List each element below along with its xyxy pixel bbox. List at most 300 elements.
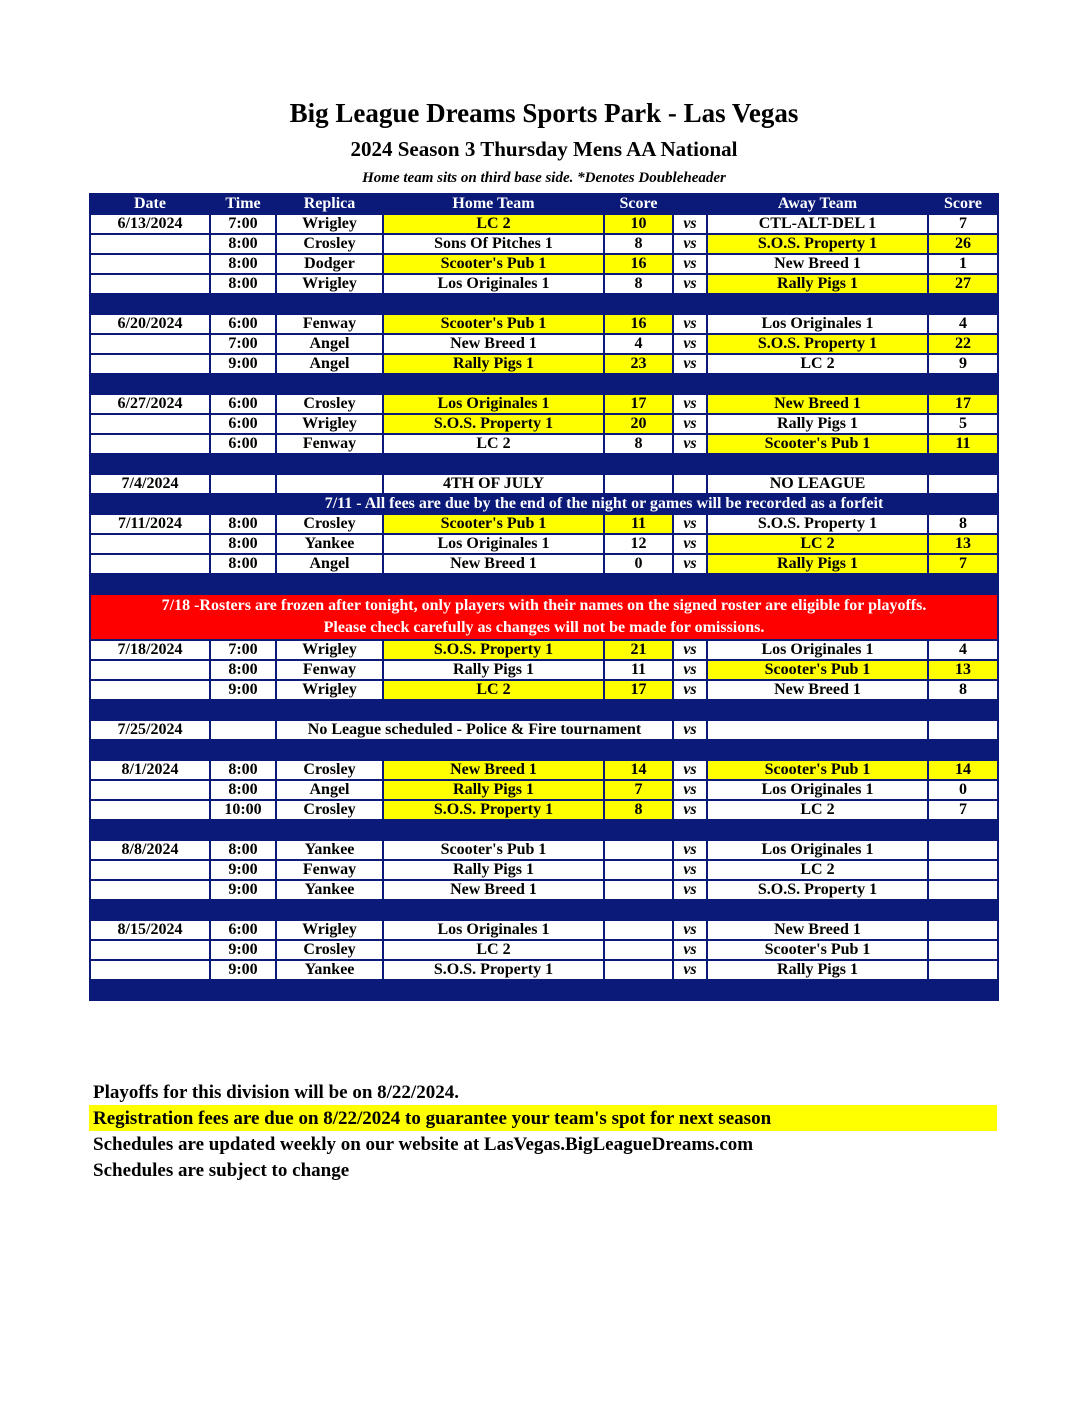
game-row — [90, 640, 998, 660]
spacer-row — [90, 374, 998, 394]
home-team-cell: Rally Pigs 1 — [383, 780, 604, 800]
game-row — [90, 800, 998, 820]
replica-field-cell: Wrigley — [276, 214, 383, 234]
roster-alert-row — [90, 594, 998, 640]
spacer-cell — [210, 820, 276, 840]
spacer-row — [90, 820, 998, 840]
spacer-cell — [673, 374, 707, 394]
away-score-cell: 7 — [928, 554, 998, 574]
replica-field-cell: Wrigley — [276, 640, 383, 660]
home-team-cell: Scooter's Pub 1 — [383, 840, 604, 860]
date-cell: 7/4/2024 — [90, 474, 210, 494]
date-cell: 7/11/2024 — [90, 514, 210, 534]
game-row — [90, 780, 998, 800]
game-row — [90, 214, 998, 234]
game-row — [90, 394, 998, 414]
home-team-cell: Los Originales 1 — [383, 274, 604, 294]
game-row — [90, 514, 998, 534]
vs-cell — [673, 474, 707, 494]
spacer-cell — [210, 374, 276, 394]
spacer-cell — [673, 454, 707, 474]
replica-field-cell: Fenway — [276, 434, 383, 454]
away-team-cell: Rally Pigs 1 — [707, 274, 928, 294]
home-team-cell: Scooter's Pub 1 — [383, 254, 604, 274]
away-team-cell: LC 2 — [707, 534, 928, 554]
time-cell: 9:00 — [210, 940, 276, 960]
spacer-cell — [604, 574, 673, 594]
schedule-table — [89, 193, 999, 1001]
game-row — [90, 554, 998, 574]
home-score-cell: 10 — [604, 214, 673, 234]
away-score-cell: 1 — [928, 254, 998, 274]
time-cell: 9:00 — [210, 354, 276, 374]
spacer-cell — [604, 294, 673, 314]
time-cell: 8:00 — [210, 554, 276, 574]
spacer-cell — [604, 374, 673, 394]
spacer-cell — [673, 740, 707, 760]
time-cell: 7:00 — [210, 214, 276, 234]
spacer-cell — [673, 294, 707, 314]
time-cell — [210, 720, 276, 740]
spacer-cell — [210, 294, 276, 314]
spacer-cell — [210, 454, 276, 474]
vs-cell: vs — [673, 554, 707, 574]
spacer-cell — [276, 294, 383, 314]
home-score-cell — [604, 960, 673, 980]
spacer-cell — [707, 740, 928, 760]
spacer-cell — [707, 574, 928, 594]
home-score-cell: 14 — [604, 760, 673, 780]
replica-field-cell: Fenway — [276, 860, 383, 880]
replica-field-cell — [276, 474, 383, 494]
date-cell: 8/8/2024 — [90, 840, 210, 860]
away-team-cell: LC 2 — [707, 354, 928, 374]
date-cell — [90, 534, 210, 554]
spacer-cell — [90, 900, 210, 920]
away-score-cell — [928, 720, 998, 740]
home-team-cell: Los Originales 1 — [383, 394, 604, 414]
away-team-cell: Scooter's Pub 1 — [707, 660, 928, 680]
home-score-cell: 17 — [604, 680, 673, 700]
spacer-cell — [90, 740, 210, 760]
home-score-cell: 0 — [604, 554, 673, 574]
time-cell: 6:00 — [210, 394, 276, 414]
spacer-cell — [928, 740, 998, 760]
home-score-cell — [604, 880, 673, 900]
date-cell — [90, 254, 210, 274]
game-row — [90, 960, 998, 980]
spacer-row — [90, 574, 998, 594]
spacer-cell — [90, 820, 210, 840]
date-cell: 7/18/2024 — [90, 640, 210, 660]
home-score-cell: 8 — [604, 274, 673, 294]
date-cell — [90, 274, 210, 294]
away-score-cell: 8 — [928, 680, 998, 700]
spacer-cell — [383, 574, 604, 594]
game-row — [90, 234, 998, 254]
spacer-cell — [673, 980, 707, 1000]
vs-cell: vs — [673, 880, 707, 900]
replica-field-cell: Crosley — [276, 234, 383, 254]
vs-cell: vs — [673, 780, 707, 800]
vs-cell: vs — [673, 720, 707, 740]
home-team-cell: LC 2 — [383, 940, 604, 960]
home-team-cell: Los Originales 1 — [383, 920, 604, 940]
home-team-cell: LC 2 — [383, 214, 604, 234]
away-team-cell: New Breed 1 — [707, 254, 928, 274]
notice-text: 7/11 - All fees are due by the end of the night or games will be recorded as a forfeit — [210, 494, 998, 514]
game-row — [90, 474, 998, 494]
date-cell — [90, 680, 210, 700]
home-score-cell: 23 — [604, 354, 673, 374]
replica-field-cell: Wrigley — [276, 414, 383, 434]
away-team-cell: NO LEAGUE — [707, 474, 928, 494]
page-subtitle: 2024 Season 3 Thursday Mens AA National — [350, 137, 738, 161]
spacer-cell — [276, 374, 383, 394]
game-row — [90, 940, 998, 960]
spacer-cell — [276, 820, 383, 840]
col-header-date: Date — [90, 194, 210, 214]
website-note: Schedules are updated weekly on our website at LasVegas.BigLeagueDreams.com — [93, 1134, 754, 1155]
vs-cell: vs — [673, 800, 707, 820]
away-score-cell: 17 — [928, 394, 998, 414]
vs-cell: vs — [673, 660, 707, 680]
spacer-cell — [210, 980, 276, 1000]
replica-field-cell: Angel — [276, 334, 383, 354]
notice-blank-cell — [90, 494, 210, 514]
home-team-cell: Los Originales 1 — [383, 534, 604, 554]
home-team-cell: S.O.S. Property 1 — [383, 640, 604, 660]
vs-cell: vs — [673, 314, 707, 334]
home-score-cell: 16 — [604, 254, 673, 274]
away-score-cell: 13 — [928, 534, 998, 554]
date-cell: 6/20/2024 — [90, 314, 210, 334]
spacer-cell — [210, 700, 276, 720]
game-row — [90, 680, 998, 700]
spacer-cell — [928, 574, 998, 594]
away-team-cell: S.O.S. Property 1 — [707, 334, 928, 354]
date-cell: 6/27/2024 — [90, 394, 210, 414]
roster-alert — [90, 594, 998, 640]
date-cell — [90, 660, 210, 680]
date-cell — [90, 780, 210, 800]
col-header-home-score: Score — [604, 194, 673, 214]
spacer-cell — [928, 294, 998, 314]
vs-cell: vs — [673, 840, 707, 860]
schedule-note: Home team sits on third base side. *Denotes Doubleheader — [362, 170, 726, 186]
away-team-cell: New Breed 1 — [707, 920, 928, 940]
home-score-cell: 16 — [604, 314, 673, 334]
replica-field-cell: Crosley — [276, 940, 383, 960]
time-cell: 7:00 — [210, 640, 276, 660]
time-cell: 8:00 — [210, 254, 276, 274]
date-cell: 8/1/2024 — [90, 760, 210, 780]
time-cell: 7:00 — [210, 334, 276, 354]
spacer-cell — [673, 900, 707, 920]
no-league-row — [90, 720, 998, 740]
date-cell — [90, 554, 210, 574]
away-score-cell: 5 — [928, 414, 998, 434]
away-score-cell — [928, 860, 998, 880]
replica-field-cell: Wrigley — [276, 680, 383, 700]
spacer-cell — [707, 900, 928, 920]
away-team-cell: Scooter's Pub 1 — [707, 940, 928, 960]
vs-cell: vs — [673, 960, 707, 980]
spacer-cell — [90, 574, 210, 594]
date-cell — [90, 960, 210, 980]
spacer-row — [90, 740, 998, 760]
vs-cell: vs — [673, 514, 707, 534]
date-cell — [90, 334, 210, 354]
away-score-cell: 13 — [928, 660, 998, 680]
time-cell: 8:00 — [210, 514, 276, 534]
date-cell — [90, 940, 210, 960]
vs-cell: vs — [673, 920, 707, 940]
spacer-cell — [383, 740, 604, 760]
home-score-cell — [604, 840, 673, 860]
playoffs-note: Playoffs for this division will be on 8/22/2024. — [93, 1082, 459, 1103]
home-team-cell: LC 2 — [383, 680, 604, 700]
vs-cell: vs — [673, 394, 707, 414]
time-cell: 6:00 — [210, 314, 276, 334]
away-team-cell: Los Originales 1 — [707, 780, 928, 800]
spacer-cell — [604, 820, 673, 840]
vs-cell: vs — [673, 860, 707, 880]
spacer-cell — [90, 294, 210, 314]
spacer-row — [90, 900, 998, 920]
game-row — [90, 534, 998, 554]
table-header-row — [90, 194, 998, 214]
game-row — [90, 434, 998, 454]
spacer-cell — [604, 454, 673, 474]
spacer-cell — [90, 454, 210, 474]
home-score-cell: 8 — [604, 234, 673, 254]
time-cell: 9:00 — [210, 960, 276, 980]
spacer-cell — [276, 980, 383, 1000]
col-header-vs — [673, 194, 707, 214]
replica-field-cell: Angel — [276, 354, 383, 374]
spacer-cell — [383, 820, 604, 840]
spacer-cell — [707, 820, 928, 840]
vs-cell: vs — [673, 414, 707, 434]
away-score-cell: 4 — [928, 640, 998, 660]
date-cell — [90, 880, 210, 900]
spacer-cell — [928, 820, 998, 840]
notice-row — [90, 494, 998, 514]
away-team-cell: Los Originales 1 — [707, 314, 928, 334]
home-score-cell — [604, 474, 673, 494]
away-team-cell: S.O.S. Property 1 — [707, 514, 928, 534]
vs-cell: vs — [673, 760, 707, 780]
away-score-cell — [928, 840, 998, 860]
spacer-cell — [276, 700, 383, 720]
col-header-time: Time — [210, 194, 276, 214]
away-score-cell — [928, 880, 998, 900]
home-team-cell: New Breed 1 — [383, 334, 604, 354]
spacer-cell — [210, 900, 276, 920]
away-team-cell: New Breed 1 — [707, 394, 928, 414]
away-team-cell: New Breed 1 — [707, 680, 928, 700]
spacer-cell — [210, 740, 276, 760]
time-cell: 8:00 — [210, 660, 276, 680]
vs-cell: vs — [673, 680, 707, 700]
away-score-cell: 9 — [928, 354, 998, 374]
col-header-away-team: Away Team — [707, 194, 928, 214]
time-cell: 6:00 — [210, 434, 276, 454]
home-team-cell: Scooter's Pub 1 — [383, 314, 604, 334]
spacer-cell — [276, 454, 383, 474]
game-row — [90, 840, 998, 860]
replica-field-cell: Angel — [276, 780, 383, 800]
away-score-cell: 27 — [928, 274, 998, 294]
time-cell: 9:00 — [210, 860, 276, 880]
replica-field-cell: Wrigley — [276, 920, 383, 940]
away-score-cell: 8 — [928, 514, 998, 534]
home-score-cell: 11 — [604, 514, 673, 534]
spacer-row — [90, 700, 998, 720]
time-cell — [210, 474, 276, 494]
time-cell: 9:00 — [210, 880, 276, 900]
vs-cell: vs — [673, 940, 707, 960]
spacer-cell — [276, 574, 383, 594]
game-row — [90, 880, 998, 900]
game-row — [90, 760, 998, 780]
spacer-cell — [276, 740, 383, 760]
spacer-cell — [604, 700, 673, 720]
spacer-cell — [383, 454, 604, 474]
away-team-cell: Los Originales 1 — [707, 840, 928, 860]
date-cell — [90, 434, 210, 454]
vs-cell: vs — [673, 214, 707, 234]
away-score-cell: 14 — [928, 760, 998, 780]
time-cell: 8:00 — [210, 534, 276, 554]
home-score-cell: 7 — [604, 780, 673, 800]
away-team-cell: S.O.S. Property 1 — [707, 880, 928, 900]
home-team-cell: Scooter's Pub 1 — [383, 514, 604, 534]
spacer-cell — [928, 900, 998, 920]
spacer-cell — [276, 900, 383, 920]
vs-cell: vs — [673, 334, 707, 354]
home-score-cell — [604, 940, 673, 960]
home-team-cell: LC 2 — [383, 434, 604, 454]
time-cell: 6:00 — [210, 920, 276, 940]
away-score-cell: 11 — [928, 434, 998, 454]
replica-field-cell: Fenway — [276, 314, 383, 334]
home-team-cell: S.O.S. Property 1 — [383, 414, 604, 434]
replica-field-cell: Crosley — [276, 514, 383, 534]
home-score-cell — [604, 920, 673, 940]
spacer-cell — [707, 454, 928, 474]
spacer-cell — [673, 574, 707, 594]
game-row — [90, 314, 998, 334]
spacer-row — [90, 454, 998, 474]
away-score-cell: 22 — [928, 334, 998, 354]
home-score-cell: 17 — [604, 394, 673, 414]
away-team-cell: Los Originales 1 — [707, 640, 928, 660]
away-team-cell: Rally Pigs 1 — [707, 960, 928, 980]
page-title: Big League Dreams Sports Park - Las Vegas — [289, 98, 799, 128]
date-cell: 7/25/2024 — [90, 720, 210, 740]
date-cell — [90, 354, 210, 374]
spacer-cell — [928, 700, 998, 720]
replica-field-cell: Yankee — [276, 960, 383, 980]
replica-field-cell: Crosley — [276, 394, 383, 414]
home-score-cell: 11 — [604, 660, 673, 680]
time-cell: 6:00 — [210, 414, 276, 434]
time-cell: 8:00 — [210, 760, 276, 780]
away-team-cell — [707, 720, 928, 740]
change-note: Schedules are subject to change — [93, 1160, 350, 1181]
spacer-cell — [383, 900, 604, 920]
spacer-cell — [928, 374, 998, 394]
home-team-cell: 4TH OF JULY — [383, 474, 604, 494]
spacer-cell — [928, 980, 998, 1000]
home-score-cell: 8 — [604, 434, 673, 454]
roster-alert-line-2: Please check carefully as changes will not be made for omissions. — [323, 619, 765, 636]
replica-field-cell: Crosley — [276, 760, 383, 780]
roster-alert-line-1: 7/18 -Rosters are frozen after tonight, only players with their names on the signed roster are eligible for playoffs. — [161, 597, 927, 614]
schedule-body — [90, 214, 998, 1000]
replica-field-cell: Wrigley — [276, 274, 383, 294]
away-team-cell: CTL-ALT-DEL 1 — [707, 214, 928, 234]
no-league-text: No League scheduled - Police & Fire tournament — [276, 720, 673, 740]
replica-field-cell: Crosley — [276, 800, 383, 820]
away-score-cell: 7 — [928, 214, 998, 234]
home-score-cell: 21 — [604, 640, 673, 660]
away-score-cell: 4 — [928, 314, 998, 334]
home-team-cell: New Breed 1 — [383, 554, 604, 574]
away-team-cell: Scooter's Pub 1 — [707, 760, 928, 780]
spacer-cell — [604, 900, 673, 920]
game-row — [90, 660, 998, 680]
spacer-cell — [383, 374, 604, 394]
home-score-cell: 4 — [604, 334, 673, 354]
vs-cell: vs — [673, 640, 707, 660]
away-team-cell: Rally Pigs 1 — [707, 554, 928, 574]
away-score-cell: 26 — [928, 234, 998, 254]
vs-cell: vs — [673, 354, 707, 374]
vs-cell: vs — [673, 434, 707, 454]
away-score-cell — [928, 474, 998, 494]
date-cell — [90, 800, 210, 820]
spacer-cell — [928, 454, 998, 474]
spacer-cell — [210, 574, 276, 594]
col-header-away-score: Score — [928, 194, 998, 214]
home-team-cell: S.O.S. Property 1 — [383, 960, 604, 980]
spacer-cell — [90, 700, 210, 720]
home-team-cell: New Breed 1 — [383, 760, 604, 780]
replica-field-cell: Dodger — [276, 254, 383, 274]
spacer-cell — [604, 980, 673, 1000]
home-team-cell: Sons Of Pitches 1 — [383, 234, 604, 254]
game-row — [90, 254, 998, 274]
home-score-cell — [604, 860, 673, 880]
date-cell — [90, 860, 210, 880]
col-header-replica: Replica — [276, 194, 383, 214]
home-team-cell: Rally Pigs 1 — [383, 860, 604, 880]
spacer-cell — [673, 820, 707, 840]
away-team-cell: S.O.S. Property 1 — [707, 234, 928, 254]
registration-note: Registration fees are due on 8/22/2024 to guarantee your team's spot for next season — [89, 1105, 997, 1131]
spacer-cell — [707, 374, 928, 394]
away-team-cell: LC 2 — [707, 860, 928, 880]
vs-cell: vs — [673, 274, 707, 294]
date-cell — [90, 414, 210, 434]
away-score-cell — [928, 940, 998, 960]
vs-cell: vs — [673, 234, 707, 254]
time-cell: 8:00 — [210, 780, 276, 800]
date-cell: 6/13/2024 — [90, 214, 210, 234]
